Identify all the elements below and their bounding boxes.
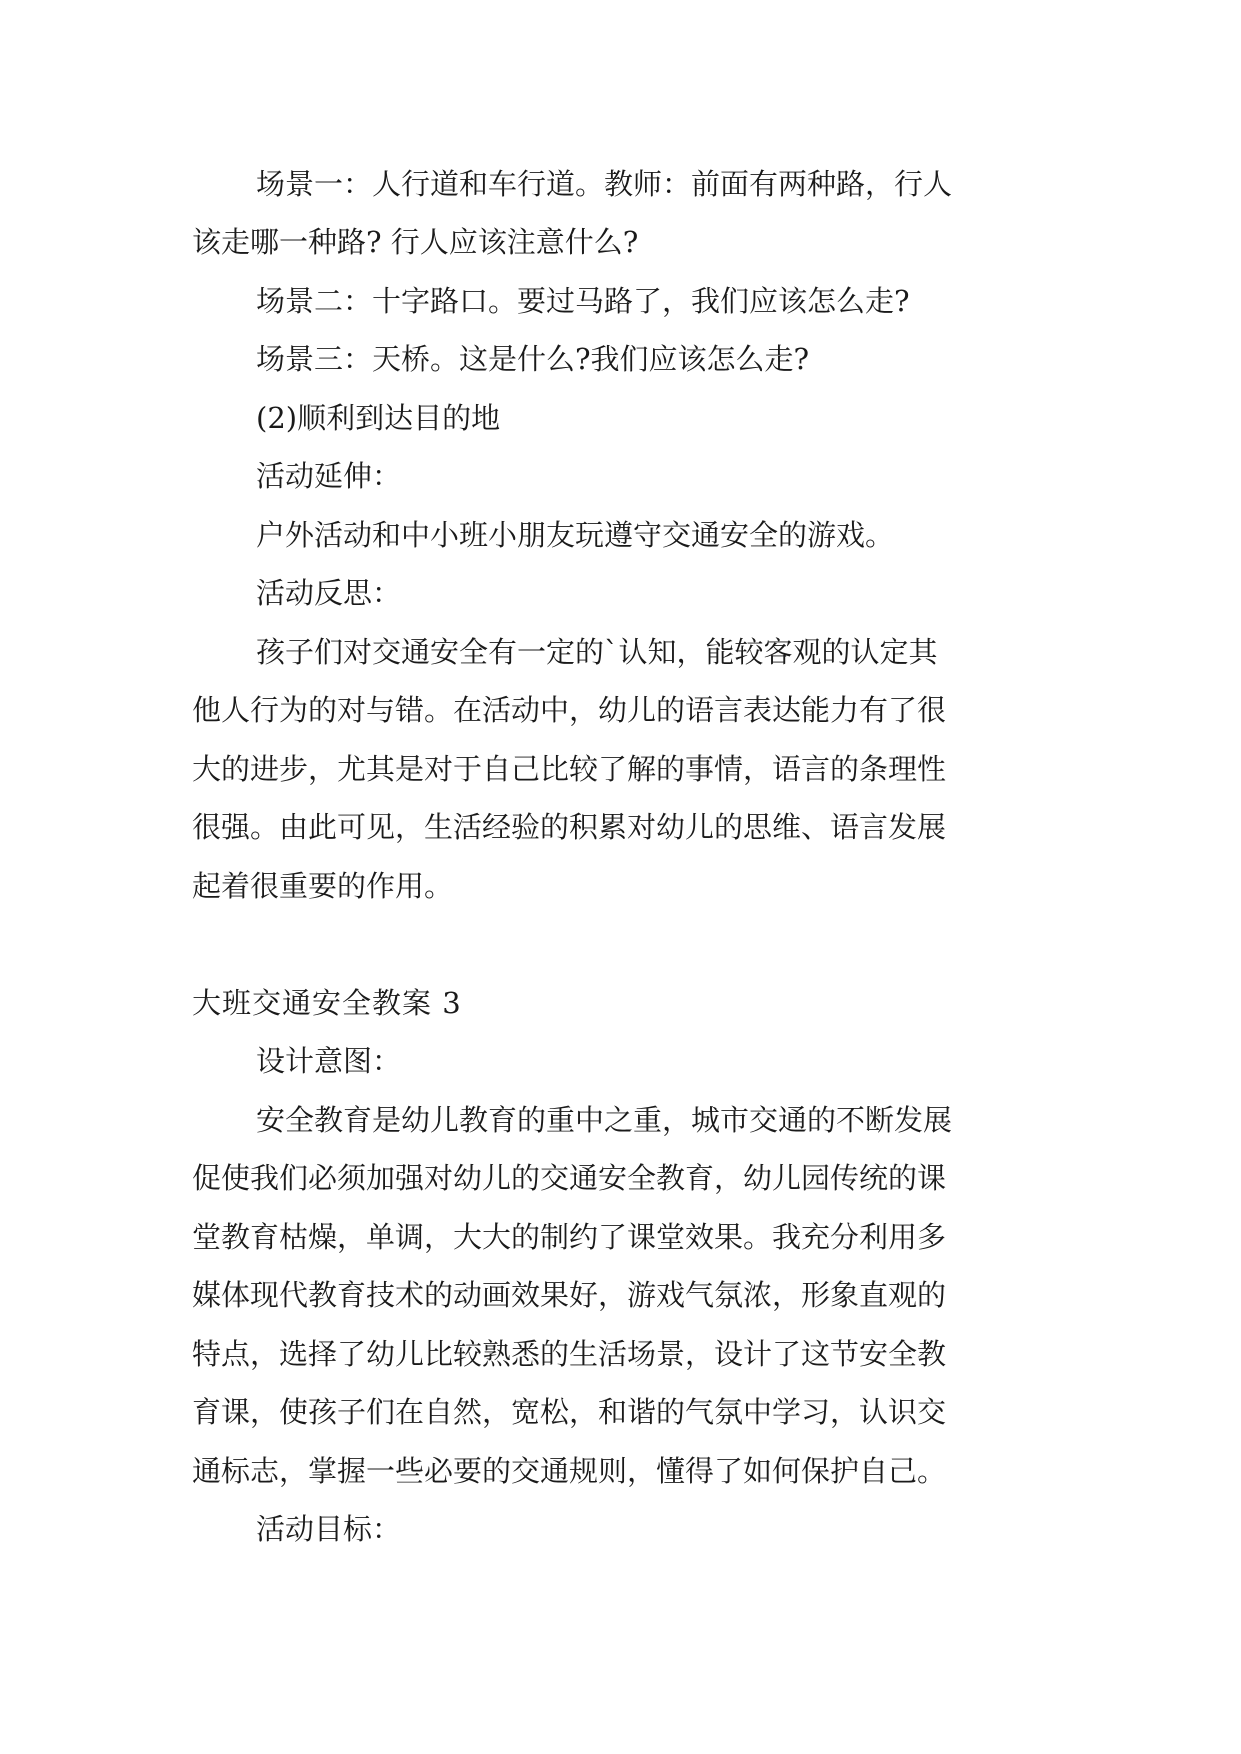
paragraph-scene-three: 场景三：天桥。这是什么?我们应该怎么走?: [256, 342, 810, 376]
heading-activity-extension: 活动延伸：: [256, 459, 402, 493]
paragraph-reflection-line-5: 起着很重要的作用。: [192, 869, 454, 903]
paragraph-outdoor-activity: 户外活动和中小班小朋友玩遵守交通安全的游戏。: [256, 518, 895, 552]
paragraph-design-line-3: 堂教育枯燥，单调，大大的制约了课堂效果。我充分利用多: [192, 1220, 947, 1254]
paragraph-design-line-6: 育课，使孩子们在自然，宽松，和谐的气氛中学习，认识交: [192, 1395, 947, 1429]
heading-activity-reflection: 活动反思：: [256, 576, 402, 610]
paragraph-reflection-line-1: 孩子们对交通安全有一定的`认知，能较客观的认定其: [256, 635, 938, 669]
paragraph-design-line-5: 特点，选择了幼儿比较熟悉的生活场景，设计了这节安全教: [192, 1337, 947, 1371]
paragraph-design-line-7: 通标志，掌握一些必要的交通规则，懂得了如何保护自己。: [192, 1454, 947, 1488]
paragraph-reflection-line-4: 很强。由此可见，生活经验的积累对幼儿的思维、语言发展: [192, 810, 947, 844]
paragraph-reflection-line-2: 他人行为的对与错。在活动中，幼儿的语言表达能力有了很: [192, 693, 947, 727]
paragraph-design-line-2: 促使我们必须加强对幼儿的交通安全教育，幼儿园传统的课: [192, 1161, 947, 1195]
section-title: 大班交通安全教案 3: [192, 986, 462, 1020]
heading-activity-goals: 活动目标：: [256, 1512, 402, 1546]
paragraph-scene-one-line-2: 该走哪一种路? 行人应该注意什么?: [192, 225, 639, 259]
paragraph-reflection-line-3: 大的进步，尤其是对于自己比较了解的事情，语言的条理性: [192, 752, 947, 786]
paragraph-design-line-1: 安全教育是幼儿教育的重中之重，城市交通的不断发展: [256, 1103, 953, 1137]
heading-design-intent: 设计意图：: [256, 1044, 402, 1078]
paragraph-scene-one-line-1: 场景一：人行道和车行道。教师：前面有两种路，行人: [256, 167, 953, 201]
paragraph-scene-two: 场景二：十字路口。要过马路了，我们应该怎么走?: [256, 284, 910, 318]
paragraph-design-line-4: 媒体现代教育技术的动画效果好，游戏气氛浓，形象直观的: [192, 1278, 947, 1312]
paragraph-arrive-destination: (2)顺利到达目的地: [256, 401, 501, 435]
